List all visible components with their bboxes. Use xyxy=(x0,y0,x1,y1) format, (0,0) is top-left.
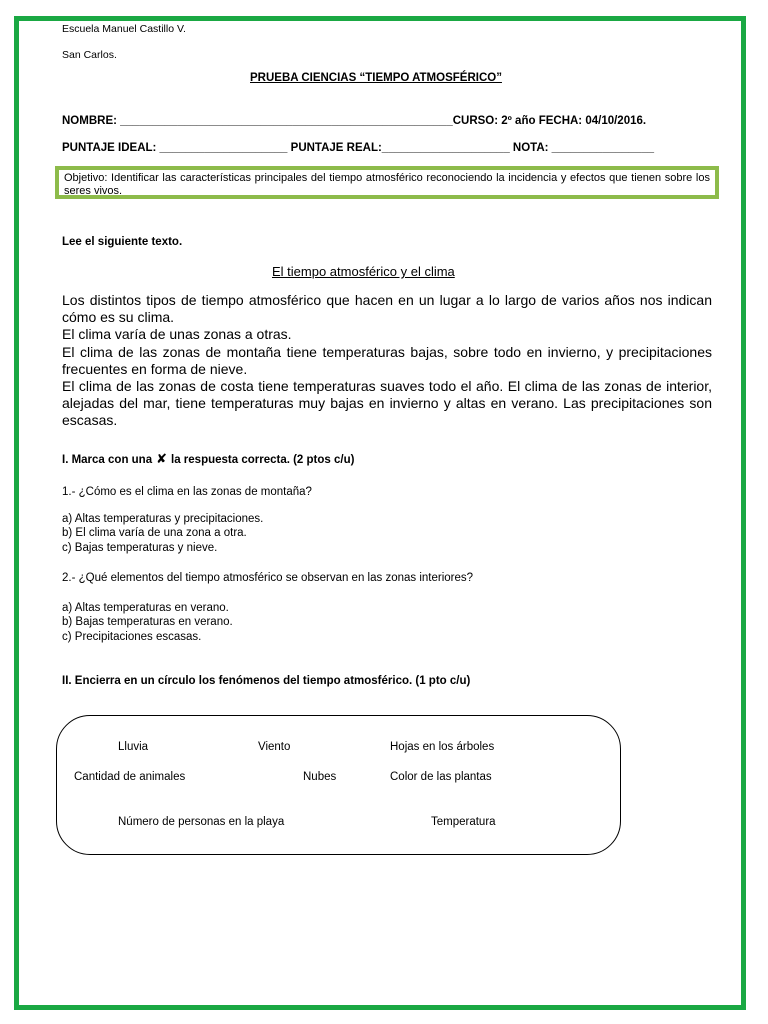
test-title: PRUEBA CIENCIAS “TIEMPO ATMOSFÉRICO” xyxy=(250,72,502,84)
word-option: Hojas en los árboles xyxy=(390,741,495,753)
word-option: Viento xyxy=(258,741,291,753)
city-name: San Carlos. xyxy=(62,49,117,61)
question-2: 2.- ¿Qué elementos del tiempo atmosférico se observan en las zonas interiores? xyxy=(62,572,474,584)
reading-paragraph: El clima varía de unas zonas a otras. xyxy=(62,326,292,343)
reading-instruction: Lee el siguiente texto. xyxy=(62,236,183,248)
question-1-option-c: c) Bajas temperaturas y nieve. xyxy=(62,542,218,554)
question-2-option-c: c) Precipitaciones escasas. xyxy=(62,631,202,643)
reading-title: El tiempo atmosférico y el clima xyxy=(272,264,455,279)
school-name: Escuela Manuel Castillo V. xyxy=(62,23,186,35)
reading-paragraph: El clima de las zonas de montaña tiene temperaturas bajas, sobre todo en invierno, y precipitaciones frecuentes en forma de nieve. xyxy=(62,343,712,377)
objective-box xyxy=(55,166,719,199)
question-2-option-a: a) Altas temperaturas en verano. xyxy=(62,602,229,614)
section2-heading: II. Encierra en un círculo los fenómenos del tiempo atmosférico. (1 pto c/u) xyxy=(62,675,471,687)
objective-text: Objetivo: Identificar las características principales del tiempo atmosférico reconociendo la incidencia y efectos que tienen sobre los seres vivos. xyxy=(64,172,710,197)
word-option: Cantidad de animales xyxy=(74,771,186,783)
word-option: Nubes xyxy=(303,771,337,783)
section1-heading-before: I. Marca con una xyxy=(62,454,153,466)
question-1-option-a: a) Altas temperaturas y precipitaciones. xyxy=(62,513,264,525)
section1-heading-after: la respuesta correcta. (2 ptos c/u) xyxy=(171,454,355,466)
section1-heading xyxy=(62,451,354,467)
word-box xyxy=(56,715,621,855)
word-option: Número de personas en la playa xyxy=(118,816,285,828)
question-1: 1.- ¿Cómo es el clima en las zonas de montaña? xyxy=(62,486,312,498)
x-mark-icon: ✘ xyxy=(156,451,168,466)
score-line: PUNTAJE IDEAL: ____________________ PUNTAJE REAL:____________________ NOTA: ________________ xyxy=(62,142,654,154)
reading-paragraph: Los distintos tipos de tiempo atmosférico que hacen en un lugar a lo largo de varios años nos indican cómo es su clima. xyxy=(62,292,712,326)
word-option: Lluvia xyxy=(118,741,149,753)
reading-text xyxy=(62,292,712,430)
word-option: Color de las plantas xyxy=(390,771,492,783)
question-2-option-b: b) Bajas temperaturas en verano. xyxy=(62,616,233,628)
question-1-option-b: b) El clima varía de una zona a otra. xyxy=(62,527,247,539)
reading-paragraph: El clima de las zonas de costa tiene temperaturas suaves todo el año. El clima de las zonas de interior, alejadas del mar, tiene temperaturas muy bajas en invierno y altas en verano. Las precipitaciones son escasas. xyxy=(62,378,712,429)
word-option: Temperatura xyxy=(431,816,496,828)
name-course-date-line: NOMBRE: ____________________________________________________CURSO: 2º año FECHA: 04/10/2016. xyxy=(62,115,647,127)
